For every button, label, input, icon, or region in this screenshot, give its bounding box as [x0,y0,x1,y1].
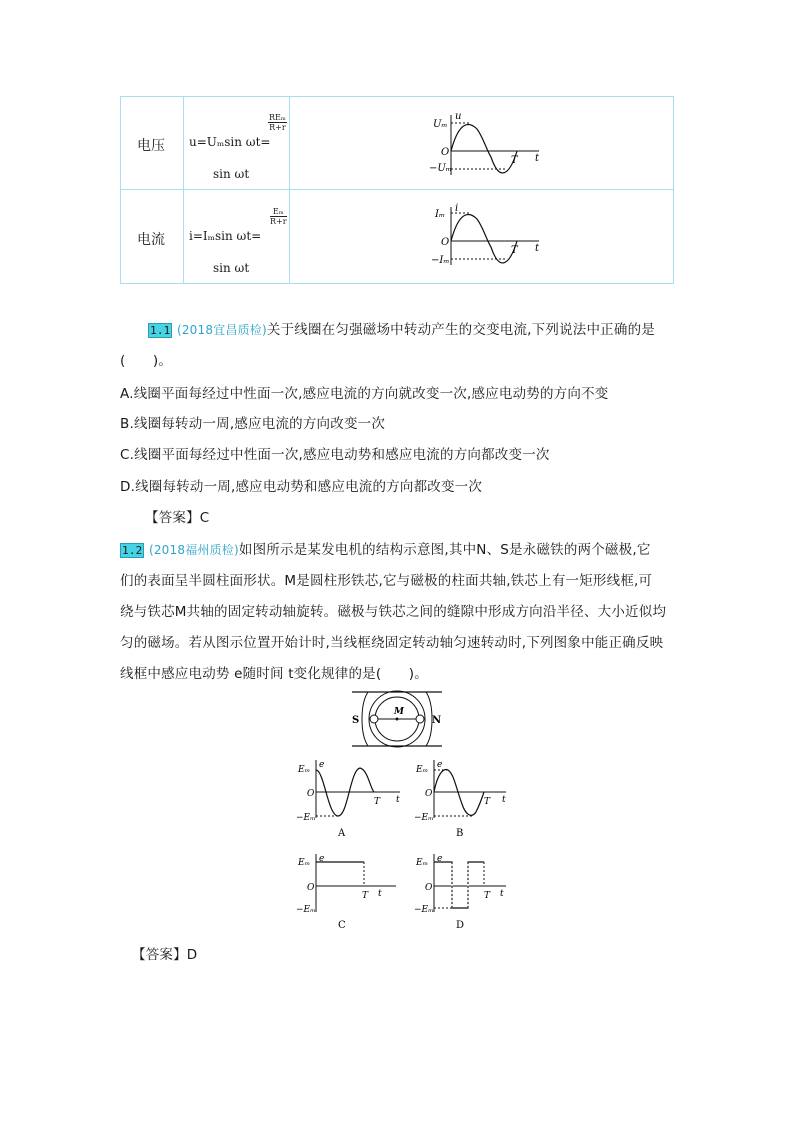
option-graph-d [414,852,514,934]
row-name-current: 电流 [137,232,165,248]
y-axis-label: e [437,854,443,864]
q1-stem-line1 [148,320,655,341]
q2-source: (2018福州质检) [148,543,239,557]
q1-stem: 关于线圈在匀强磁场中转动产生的交变电流,下列说法中正确的是 [266,322,655,338]
y-axis-label: e [437,760,443,770]
origin-label: O [307,789,315,799]
voltage-fraction-numerator: REₘ [269,113,286,122]
amp-label: Eₘ [416,765,429,775]
origin-label: O [425,789,433,799]
current-fraction [270,207,287,226]
x-axis-label: t [396,795,400,805]
table-column-divider [183,97,184,283]
neg-amp-label: −Eₘ [296,905,316,915]
q2-text-line3: 绕与铁芯M共轴的固定转动轴旋转。磁极与铁芯之间的缝隙中形成方向沿半径、大小近似均 [120,604,667,620]
x-axis-label: t [378,889,382,899]
option-graph-b [414,758,514,840]
x-axis-label: t [500,889,504,899]
origin-label: O [307,883,315,893]
origin-label: O [441,237,450,248]
period-label: T [484,797,491,807]
current-formula-line2: sin ωt [213,261,250,275]
option-graph-c [296,852,406,934]
origin-label: O [441,147,450,158]
voltage-formula: u=Uₘsin ωt= [189,135,271,149]
table-column-divider [289,97,290,283]
q1-option-d: D.线圈每转动一周,感应电动势和感应电流的方向都改变一次 [120,479,483,495]
amp-label: Eₘ [298,765,311,775]
q1-option-b: B.线圈每转动一周,感应电流的方向改变一次 [120,416,386,432]
current-formula: i=Iₘsin ωt= [189,229,262,243]
neg-amp-label: −Eₘ [414,905,434,915]
voltage-fraction-denominator: R+r [269,123,286,132]
coil-side-right [416,715,424,723]
period-label: T [511,155,518,166]
voltage-formula-line2: sin ωt [213,167,250,181]
current-fraction-numerator: Eₘ [270,207,287,217]
formula-table [120,96,674,284]
square-wave [434,862,484,908]
x-axis-label: t [535,153,540,164]
neg-amp-label: −Eₘ [296,813,316,823]
q2-text-line5: 线框中感应电动势 e随时间 t变化规律的是( )。 [120,666,428,682]
x-axis-label: t [535,243,540,254]
period-label: T [511,245,518,256]
q1-source: (2018宜昌质检) [176,323,267,337]
current-sine-graph [429,203,549,269]
amp-label: Uₘ [433,119,448,130]
option-graph-a [296,758,406,840]
core-label: M [394,707,404,717]
option-letter: D [456,920,465,931]
current-fraction-denominator: R+r [270,217,287,226]
x-axis-label: t [502,795,506,805]
y-axis-label: i [455,203,459,214]
s-pole-label: S [352,715,360,726]
n-pole-label: N [432,715,442,726]
rotation-axis [396,718,399,721]
s-pole-face [362,692,368,746]
sine-curve [451,124,517,172]
sine-curve [451,214,517,262]
q2-answer: 【答案】D [132,947,198,963]
y-axis-label: e [319,854,325,864]
table-row-divider [121,189,673,190]
q1-answer: 【答案】C [145,510,210,526]
q1-option-c: C.线圈平面每经过中性面一次,感应电动势和感应电流的方向都改变一次 [120,447,550,463]
q2-number-badge: 1.2 [122,544,143,557]
period-label: T [374,797,381,807]
neg-amp-label: −Uₘ [429,163,452,174]
row-name-voltage: 电压 [137,138,165,154]
voltage-sine-graph [429,111,549,177]
option-letter: A [338,828,346,839]
period-label: T [484,891,491,901]
amp-label: Eₘ [416,858,429,868]
generator-diagram [350,688,446,752]
option-letter: C [338,920,346,931]
q2-text-line4: 匀的磁场。若从图示位置开始计时,当线框绕固定转动轴匀速转动时,下列图象中能正确反映 [120,635,664,651]
q2-text-line2: 们的表面呈半圆柱面形状。M是圆柱形铁芯,它与磁极的柱面共轴,铁芯上有一矩形线框,可 [120,573,653,589]
neg-amp-label: −Eₘ [414,813,434,823]
voltage-fraction [268,113,287,132]
option-letter: B [456,828,464,839]
amp-label: Iₘ [435,209,446,220]
y-axis-label: u [455,111,462,122]
y-axis-label: e [319,760,325,770]
q1-number-badge: 1.1 [150,324,171,337]
origin-label: O [425,883,433,893]
q2-line1 [120,540,651,561]
q1-stem-line2: ( )。 [120,353,173,369]
amp-label: Eₘ [298,858,311,868]
q2-text-line1: 如图所示是某发电机的结构示意图,其中N、S是永磁铁的两个磁极,它 [238,542,651,558]
neg-amp-label: −Iₘ [431,255,450,266]
q1-option-a: A.线圈平面每经过中性面一次,感应电流的方向就改变一次,感应电动势的方向不变 [120,386,609,402]
period-label: T [362,891,369,901]
coil-side-left [370,715,378,723]
